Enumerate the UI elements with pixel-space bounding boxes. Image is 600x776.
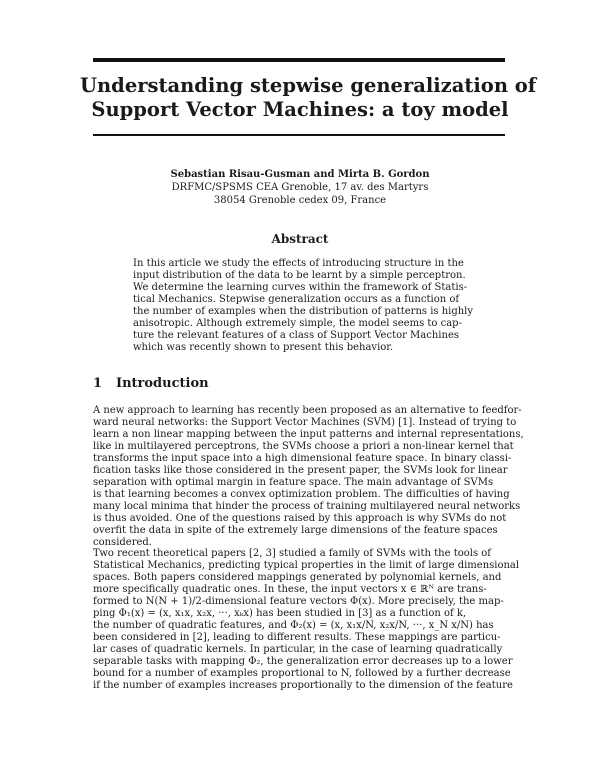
text-line: bound for a number of examples proportional to N, followed by a further decrease bbox=[93, 668, 511, 679]
abstract-line: the number of examples when the distribution of patterns is highly bbox=[133, 306, 474, 317]
text-line: considered. bbox=[93, 537, 152, 548]
text-line: formed to N(N + 1)/2-dimensional feature vectors Φ(x). More precisely, the map- bbox=[93, 596, 504, 607]
text-line: spaces. Both papers considered mappings generated by polynomial kernels, and bbox=[93, 572, 502, 583]
abstract-line: In this article we study the effects of introducing structure in the bbox=[133, 258, 464, 269]
abstract-line: which was recently shown to present this behavior. bbox=[133, 342, 394, 353]
paper-title bbox=[80, 74, 537, 122]
text-line: A new approach to learning has recently been proposed as an alternative to feedfor- bbox=[93, 405, 522, 416]
abstract-body bbox=[133, 258, 473, 354]
author-address: 38054 Grenoble cedex 09, France bbox=[213, 195, 387, 206]
top-rule bbox=[93, 58, 505, 62]
text-line: ping Φ₁(x) = (x, x₁x, x₂x, ···, xₖx) has been studied in [3] as a function of k, bbox=[93, 608, 467, 619]
text-line: is that learning becomes a convex optimization problem. The difficulties of having bbox=[93, 489, 510, 500]
section-title: Introduction bbox=[116, 376, 209, 391]
section-heading-introduction bbox=[93, 376, 209, 391]
text-line: transforms the input space into a high dimensional feature space. In binary classi- bbox=[93, 453, 512, 464]
text-line: the number of quadratic features, and Φ₂(x) = (x, x₁x/N, x₂x/N, ···, x_N x/N) has bbox=[93, 620, 494, 631]
text-line: is thus avoided. One of the questions raised by this approach is why SVMs do not bbox=[93, 513, 507, 524]
section-number: 1 bbox=[93, 376, 103, 391]
text-line: Statistical Mechanics, predicting typical properties in the limit of large dimensional bbox=[93, 560, 520, 571]
abstract-heading: Abstract bbox=[271, 232, 329, 246]
paragraph-1 bbox=[93, 405, 524, 549]
text-line: Two recent theoretical papers [2, 3] studied a family of SVMs with the tools of bbox=[93, 548, 491, 559]
author-block bbox=[80, 168, 520, 207]
author-affiliation: DRFMC/SPSMS CEA Grenoble, 17 av. des Martyrs bbox=[171, 182, 429, 193]
title-line-1: Understanding stepwise generalization of bbox=[80, 74, 537, 97]
title-line-2: Support Vector Machines: a toy model bbox=[91, 98, 509, 121]
text-line: separable tasks with mapping Φ₂, the generalization error decreases up to a lower bbox=[93, 656, 513, 667]
abstract-line: tical Mechanics. Stepwise generalization occurs as a function of bbox=[133, 294, 460, 305]
text-line: fication tasks like those considered in the present paper, the SVMs look for linear bbox=[93, 465, 508, 476]
author-names: Sebastian Risau-Gusman and Mirta B. Gordon bbox=[170, 169, 430, 180]
bottom-rule bbox=[93, 134, 505, 136]
abstract-line: We determine the learning curves within the framework of Statis- bbox=[133, 282, 468, 293]
text-line: overfit the data in spite of the extremely large dimensions of the feature spaces bbox=[93, 525, 498, 536]
text-line: if the number of examples increases proportionally to the dimension of the feature bbox=[93, 680, 513, 691]
text-line: many local minima that hinder the process of training multilayered neural networks bbox=[93, 501, 521, 512]
abstract-line: ture the relevant features of a class of Support Vector Machines bbox=[133, 330, 459, 341]
text-line: learn a non linear mapping between the input patterns and internal representations, bbox=[93, 429, 524, 440]
abstract-line: anisotropic. Although extremely simple, the model seems to cap- bbox=[133, 318, 462, 329]
text-line: been considered in [2], leading to different results. These mappings are particu- bbox=[93, 632, 501, 643]
text-line: lar cases of quadratic kernels. In particular, in the case of learning quadratically bbox=[93, 644, 503, 655]
text-line: ward neural networks: the Support Vector Machines (SVM) [1]. Instead of trying to bbox=[93, 417, 517, 428]
text-line: separation with optimal margin in feature space. The main advantage of SVMs bbox=[93, 477, 494, 488]
abstract-line: input distribution of the data to be learnt by a simple perceptron. bbox=[133, 270, 466, 281]
text-line: like in multilayered perceptrons, the SVMs choose a priori a non-linear kernel that bbox=[93, 441, 514, 452]
text-line: more specifically quadratic ones. In these, the input vectors x ∈ ℝᴺ are trans- bbox=[93, 584, 487, 595]
paragraph-2 bbox=[93, 548, 520, 692]
